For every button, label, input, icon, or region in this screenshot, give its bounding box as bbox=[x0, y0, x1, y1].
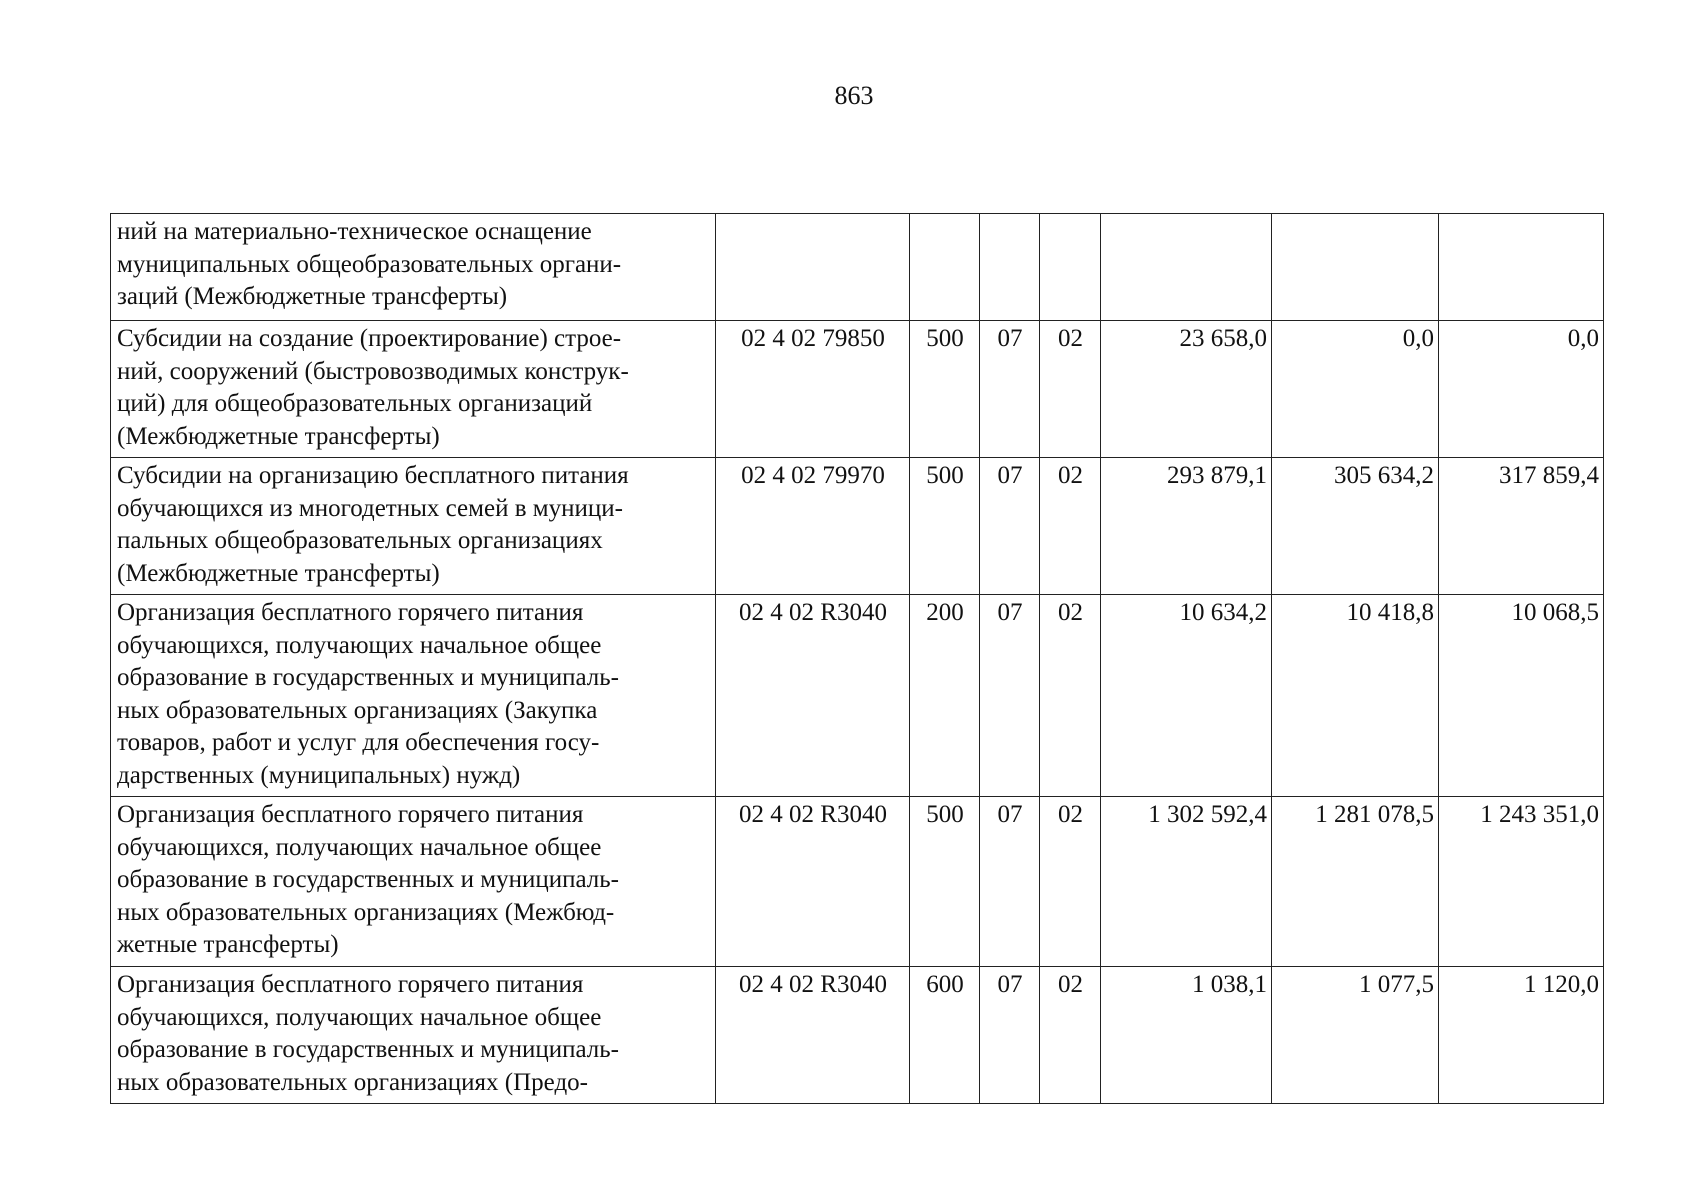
description-cell: Организация бесплатного горячего питания обучающихся, получающих начальное общее образование в государственных и муниципаль- ных образовательных организациях (Межбюд- жетные трансферты) bbox=[111, 797, 716, 967]
description-cell: Субсидии на создание (проектирование) строе- ний, сооружений (быстровозводимых конструк- ций) для общеобразовательных организаций (Межбюджетные трансферты) bbox=[111, 321, 716, 458]
amount-cell: 23 658,0 bbox=[1101, 321, 1272, 458]
budget-table bbox=[110, 213, 1604, 1104]
amount-cell: 1 120,0 bbox=[1439, 967, 1604, 1104]
target-article-cell: 02 4 02 79850 bbox=[716, 321, 910, 458]
target-article-cell: 02 4 02 R3040 bbox=[716, 967, 910, 1104]
table-row bbox=[111, 595, 1604, 797]
target-article-cell: 02 4 02 R3040 bbox=[716, 595, 910, 797]
section-cell: 07 bbox=[980, 321, 1040, 458]
amount-cell bbox=[1101, 214, 1272, 321]
expense-type-cell: 500 bbox=[910, 458, 980, 595]
description-cell: Организация бесплатного горячего питания обучающихся, получающих начальное общее образование в государственных и муниципаль- ных образовательных организациях (Предо- bbox=[111, 967, 716, 1104]
subsection-cell: 02 bbox=[1040, 967, 1101, 1104]
subsection-cell: 02 bbox=[1040, 321, 1101, 458]
page-number: 863 bbox=[834, 81, 874, 110]
table-row bbox=[111, 321, 1604, 458]
amount-cell: 1 281 078,5 bbox=[1272, 797, 1439, 967]
section-cell: 07 bbox=[980, 458, 1040, 595]
amount-cell: 10 634,2 bbox=[1101, 595, 1272, 797]
amount-cell bbox=[1272, 214, 1439, 321]
amount-cell: 1 077,5 bbox=[1272, 967, 1439, 1104]
target-article-cell: 02 4 02 R3040 bbox=[716, 797, 910, 967]
description-cell: Субсидии на организацию бесплатного питания обучающихся из многодетных семей в муници- пальных общеобразовательных организациях (Межбюджетные трансферты) bbox=[111, 458, 716, 595]
target-article-cell bbox=[716, 214, 910, 321]
table-row bbox=[111, 214, 1604, 321]
subsection-cell: 02 bbox=[1040, 458, 1101, 595]
amount-cell: 10 418,8 bbox=[1272, 595, 1439, 797]
table-row bbox=[111, 458, 1604, 595]
amount-cell: 293 879,1 bbox=[1101, 458, 1272, 595]
subsection-cell: 02 bbox=[1040, 595, 1101, 797]
expense-type-cell: 500 bbox=[910, 797, 980, 967]
subsection-cell: 02 bbox=[1040, 797, 1101, 967]
amount-cell: 0,0 bbox=[1272, 321, 1439, 458]
amount-cell: 1 302 592,4 bbox=[1101, 797, 1272, 967]
section-cell: 07 bbox=[980, 595, 1040, 797]
subsection-cell bbox=[1040, 214, 1101, 321]
table-row bbox=[111, 797, 1604, 967]
expense-type-cell: 600 bbox=[910, 967, 980, 1104]
amount-cell bbox=[1439, 214, 1604, 321]
description-cell: ний на материально-техническое оснащение муниципальных общеобразовательных органи- заций (Межбюджетные трансферты) bbox=[111, 214, 716, 321]
amount-cell: 305 634,2 bbox=[1272, 458, 1439, 595]
amount-cell: 10 068,5 bbox=[1439, 595, 1604, 797]
expense-type-cell: 200 bbox=[910, 595, 980, 797]
section-cell bbox=[980, 214, 1040, 321]
amount-cell: 317 859,4 bbox=[1439, 458, 1604, 595]
section-cell: 07 bbox=[980, 967, 1040, 1104]
section-cell: 07 bbox=[980, 797, 1040, 967]
table-row bbox=[111, 967, 1604, 1104]
target-article-cell: 02 4 02 79970 bbox=[716, 458, 910, 595]
amount-cell: 1 243 351,0 bbox=[1439, 797, 1604, 967]
expense-type-cell bbox=[910, 214, 980, 321]
description-cell: Организация бесплатного горячего питания обучающихся, получающих начальное общее образование в государственных и муниципаль- ных образовательных организациях (Закупка товаров, работ и услуг для обеспечения госу- дарственных (муниципальных) нужд) bbox=[111, 595, 716, 797]
amount-cell: 0,0 bbox=[1439, 321, 1604, 458]
expense-type-cell: 500 bbox=[910, 321, 980, 458]
amount-cell: 1 038,1 bbox=[1101, 967, 1272, 1104]
